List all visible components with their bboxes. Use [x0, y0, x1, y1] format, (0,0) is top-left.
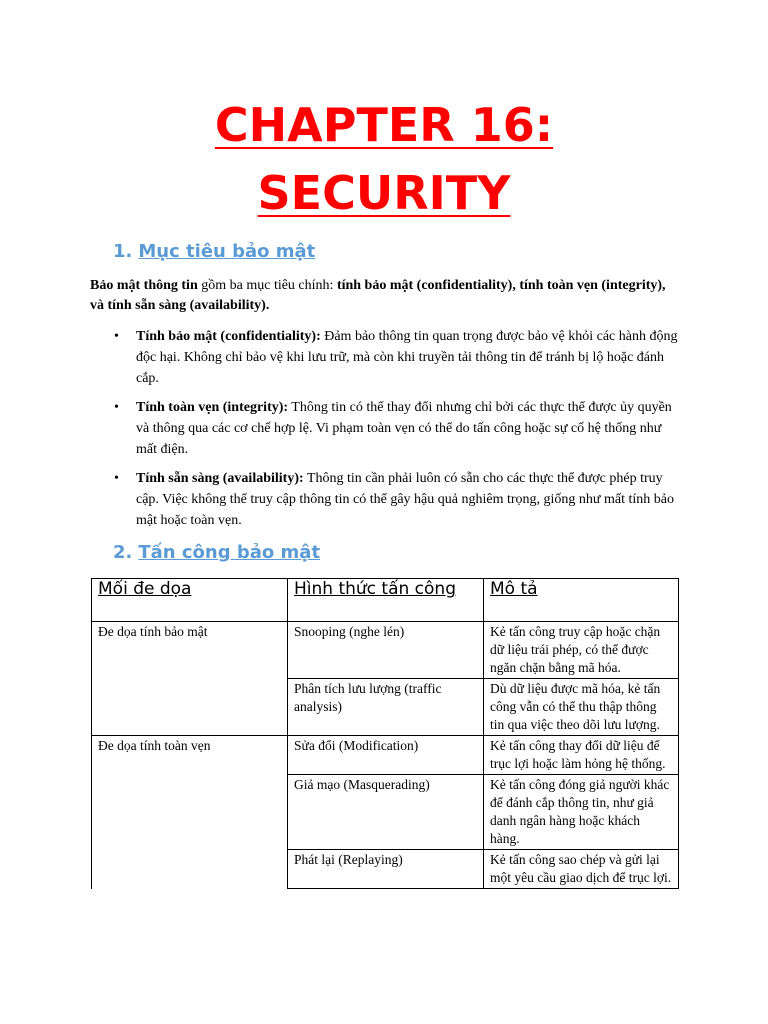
- goals-list: [90, 326, 690, 539]
- table-header-row: [92, 579, 679, 622]
- section1-heading-text: Mục tiêu bảo mật: [138, 241, 316, 262]
- header-threat: Mối đe dọa: [92, 579, 288, 622]
- bullet-text: Đảm bảo thông tin quan trọng được bảo vệ khỏi các hành động độc hại. Không chỉ bảo vệ khi lưu trữ, mà còn khi truyền tải thông tin để tránh bị lộ hoặc đánh cắp.: [136, 329, 678, 386]
- description-cell: Kẻ tấn công sao chép và gửi lại một yêu cầu giao dịch để trục lợi.: [484, 850, 679, 889]
- list-item: [90, 468, 681, 531]
- section1-number: 1.: [113, 241, 133, 262]
- attack-cell: Phát lại (Replaying): [288, 850, 484, 889]
- section2-heading: [113, 541, 320, 565]
- section1-intro: [90, 276, 670, 316]
- description-cell: Dù dữ liệu được mã hóa, kẻ tấn công vẫn có thể thu thập thông tin qua việc theo dõi lưu lượng.: [484, 679, 679, 736]
- section2-number: 2.: [113, 542, 133, 563]
- table-row: [92, 736, 679, 775]
- bullet-icon: •: [114, 329, 119, 344]
- description-cell: Kẻ tấn công thay đổi dữ liệu để trục lợi hoặc làm hỏng hệ thống.: [484, 736, 679, 775]
- list-item: [90, 326, 681, 389]
- bullet-icon: •: [114, 471, 119, 486]
- intro-bold: Bảo mật thông tin: [90, 278, 198, 293]
- bullet-text: Thông tin có thể thay đổi nhưng chỉ bởi các thực thể được ủy quyền và thông qua các cơ chế hợp lệ. Vi phạm toàn vẹn có thể do tấn công hoặc sự cố hệ thống như mất điện.: [136, 400, 672, 457]
- intro-text: gồm ba mục tiêu chính:: [197, 278, 337, 293]
- header-description: Mô tả: [484, 579, 679, 622]
- header-attack: Hình thức tấn công: [288, 579, 484, 622]
- bullet-text: Thông tin cần phải luôn có sẵn cho các thực thể được phép truy cập. Việc không thể truy cập thông tin có thể gây hậu quả nghiêm trọng, giống như mất tính bảo mật hoặc toàn vẹn.: [136, 471, 674, 528]
- bullet-term: Tính toàn vẹn (integrity):: [136, 400, 289, 415]
- description-cell: Kẻ tấn công truy cập hoặc chặn dữ liệu trái phép, có thể được ngăn chặn bằng mã hóa.: [484, 622, 679, 679]
- attack-cell: Snooping (nghe lén): [288, 622, 484, 679]
- bullet-term: Tính bảo mật (confidentiality):: [136, 329, 321, 344]
- threat-cell: Đe dọa tính toàn vẹn: [92, 736, 288, 889]
- description-cell: Kẻ tấn công đóng giả người khác để đánh cắp thông tin, như giả danh ngân hàng hoặc khách hàng.: [484, 775, 679, 850]
- section1-heading: [113, 240, 315, 264]
- list-item: [90, 397, 681, 460]
- bullet-icon: •: [114, 400, 119, 415]
- chapter-title-line1: CHAPTER 16:: [214, 98, 554, 152]
- chapter-title-line2: SECURITY: [257, 166, 511, 220]
- section2-heading-text: Tấn công bảo mật: [138, 542, 321, 563]
- threat-cell: Đe dọa tính bảo mật: [92, 622, 288, 736]
- table-row: [92, 622, 679, 679]
- bullet-term: Tính sẵn sàng (availability):: [136, 471, 304, 486]
- attack-cell: Phân tích lưu lượng (traffic analysis): [288, 679, 484, 736]
- attack-cell: Sửa đổi (Modification): [288, 736, 484, 775]
- attack-cell: Giả mạo (Masquerading): [288, 775, 484, 850]
- attacks-table: [91, 578, 679, 889]
- intro-goals: tính bảo mật (confidentiality), tính toàn vẹn (integrity), và tính sẵn sàng (availability).: [90, 278, 666, 313]
